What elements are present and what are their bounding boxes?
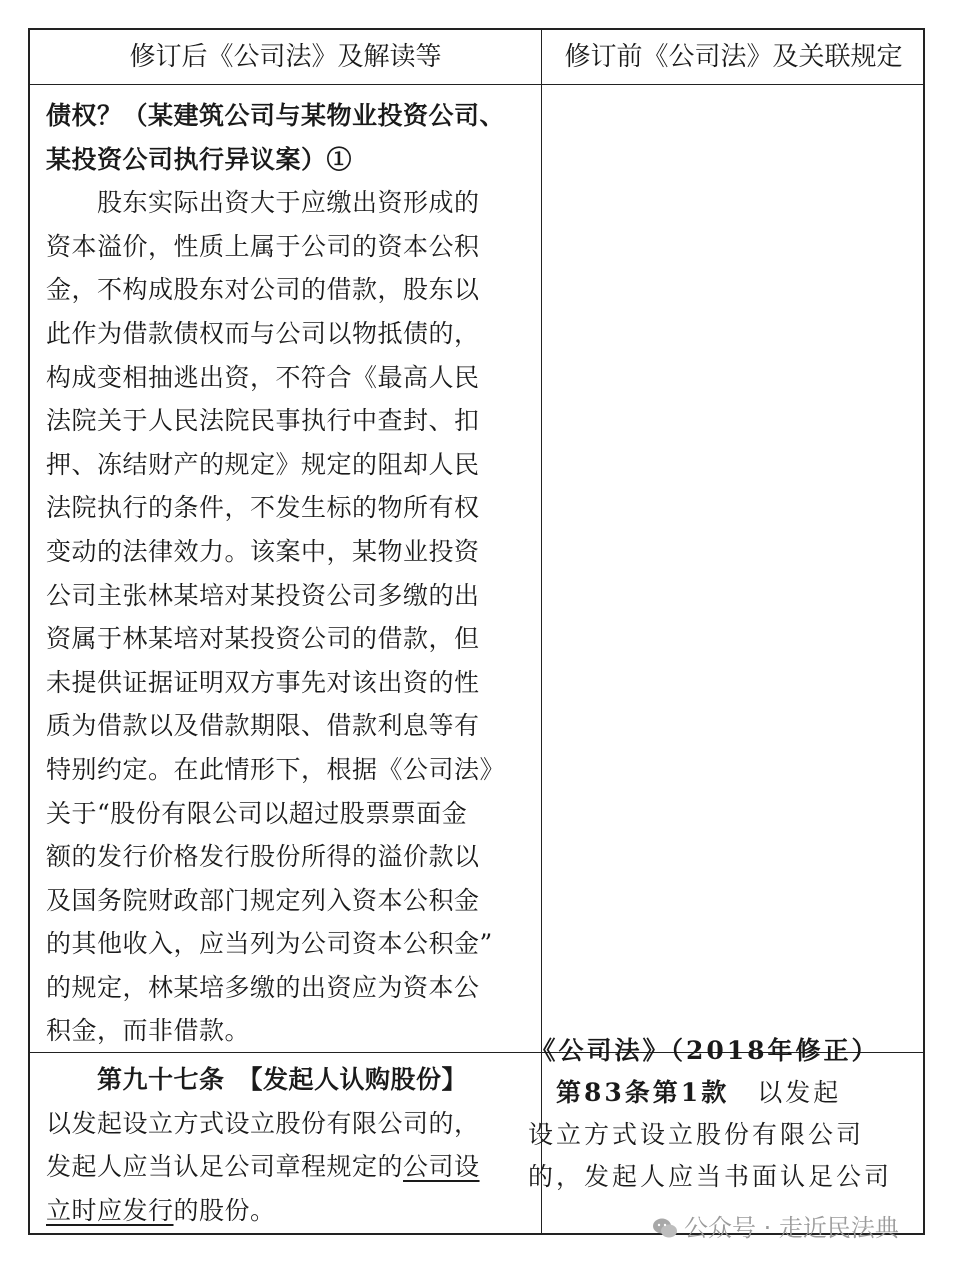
article-text-line: 以发起设立方式设立股份有限公司的， — [46, 1108, 480, 1138]
header-original: 修订前《公司法》及关联规定 — [564, 42, 903, 72]
body-line: 的其他收入，应当列为公司资本公积金” — [46, 929, 493, 959]
body-line: 的规定，林某培多缴的出资应为资本公 — [46, 972, 480, 1002]
article-text-line — [46, 1145, 528, 1189]
header-revised: 修订后《公司法》及解读等 — [129, 42, 442, 72]
body-line: 未提供证据证明双方事先对该出资的性 — [46, 667, 480, 697]
law-text-segment: 以发起 — [757, 1078, 842, 1107]
body-line: 构成变相抽逃出资，不符合《最高人民 — [46, 362, 480, 392]
body-line: 押、冻结财产的规定》规定的阻却人民 — [46, 449, 480, 479]
body-line: 公司主张林某培对某投资公司多缴的出 — [46, 580, 480, 610]
article-label: 第83条第1款 — [556, 1078, 730, 1107]
body-line: 资属于林某培对某投资公司的借款，但 — [46, 624, 480, 654]
body-line: 及国务院财政部门规定列入资本公积金 — [46, 885, 480, 915]
case-title-line: 债权？（某建筑公司与某物业投资公司、 — [46, 101, 506, 130]
article-text-segment: 的股份。 — [173, 1195, 276, 1225]
law-text-line — [528, 1072, 882, 1114]
body-line: 积金，而非借款。 — [46, 1016, 251, 1046]
watermark — [652, 1208, 899, 1243]
original-law-cell — [528, 1030, 893, 1198]
body-line: 金，不构成股东对公司的借款，股东以 — [46, 275, 480, 305]
law-text-line: 的，发起人应当书面认足公司 — [528, 1162, 893, 1191]
article-text-segment: 发起人应当认足公司章程规定的 — [46, 1152, 404, 1182]
body-line: 法院关于人民法院民事执行中查封、扣 — [46, 406, 480, 436]
body-line: 关于“股份有限公司以超过股票票面金 — [46, 798, 468, 828]
law-text-line: 设立方式设立股份有限公司 — [528, 1120, 865, 1149]
article-text-line — [46, 1189, 528, 1233]
article-97-cell — [46, 1058, 528, 1232]
law-source: 《公司法》（2018年修正） — [530, 1036, 880, 1065]
body-line: 资本溢价，性质上属于公司的资本公积 — [46, 231, 480, 261]
body-line: 股东实际出资大于应缴出资形成的 — [46, 188, 480, 218]
body-line: 此作为借款债权而与公司以物抵债的， — [46, 318, 480, 348]
body-line: 质为借款以及借款期限、借款利息等有 — [46, 711, 480, 741]
underlined-amendment: 公司设 — [403, 1152, 480, 1182]
case-title-line: 某投资公司执行异议案）① — [46, 144, 353, 174]
body-line: 法院执行的条件，不发生标的物所有权 — [46, 493, 480, 523]
wechat-icon — [652, 1217, 678, 1239]
case-interpretation-cell — [46, 94, 528, 1053]
body-line: 额的发行价格发行股份所得的溢价款以 — [46, 842, 480, 872]
body-line: 变动的法律效力。该案中，某物业投资 — [46, 536, 480, 566]
body-line: 特别约定。在此情形下，根据《公司法》 — [46, 754, 506, 784]
header-divider — [30, 84, 923, 85]
article-heading: 第九十七条 【发起人认购股份】 — [46, 1065, 468, 1094]
underlined-amendment: 立时应发行 — [46, 1195, 174, 1225]
watermark-text: 公众号 · 走近民法典 — [684, 1214, 899, 1242]
